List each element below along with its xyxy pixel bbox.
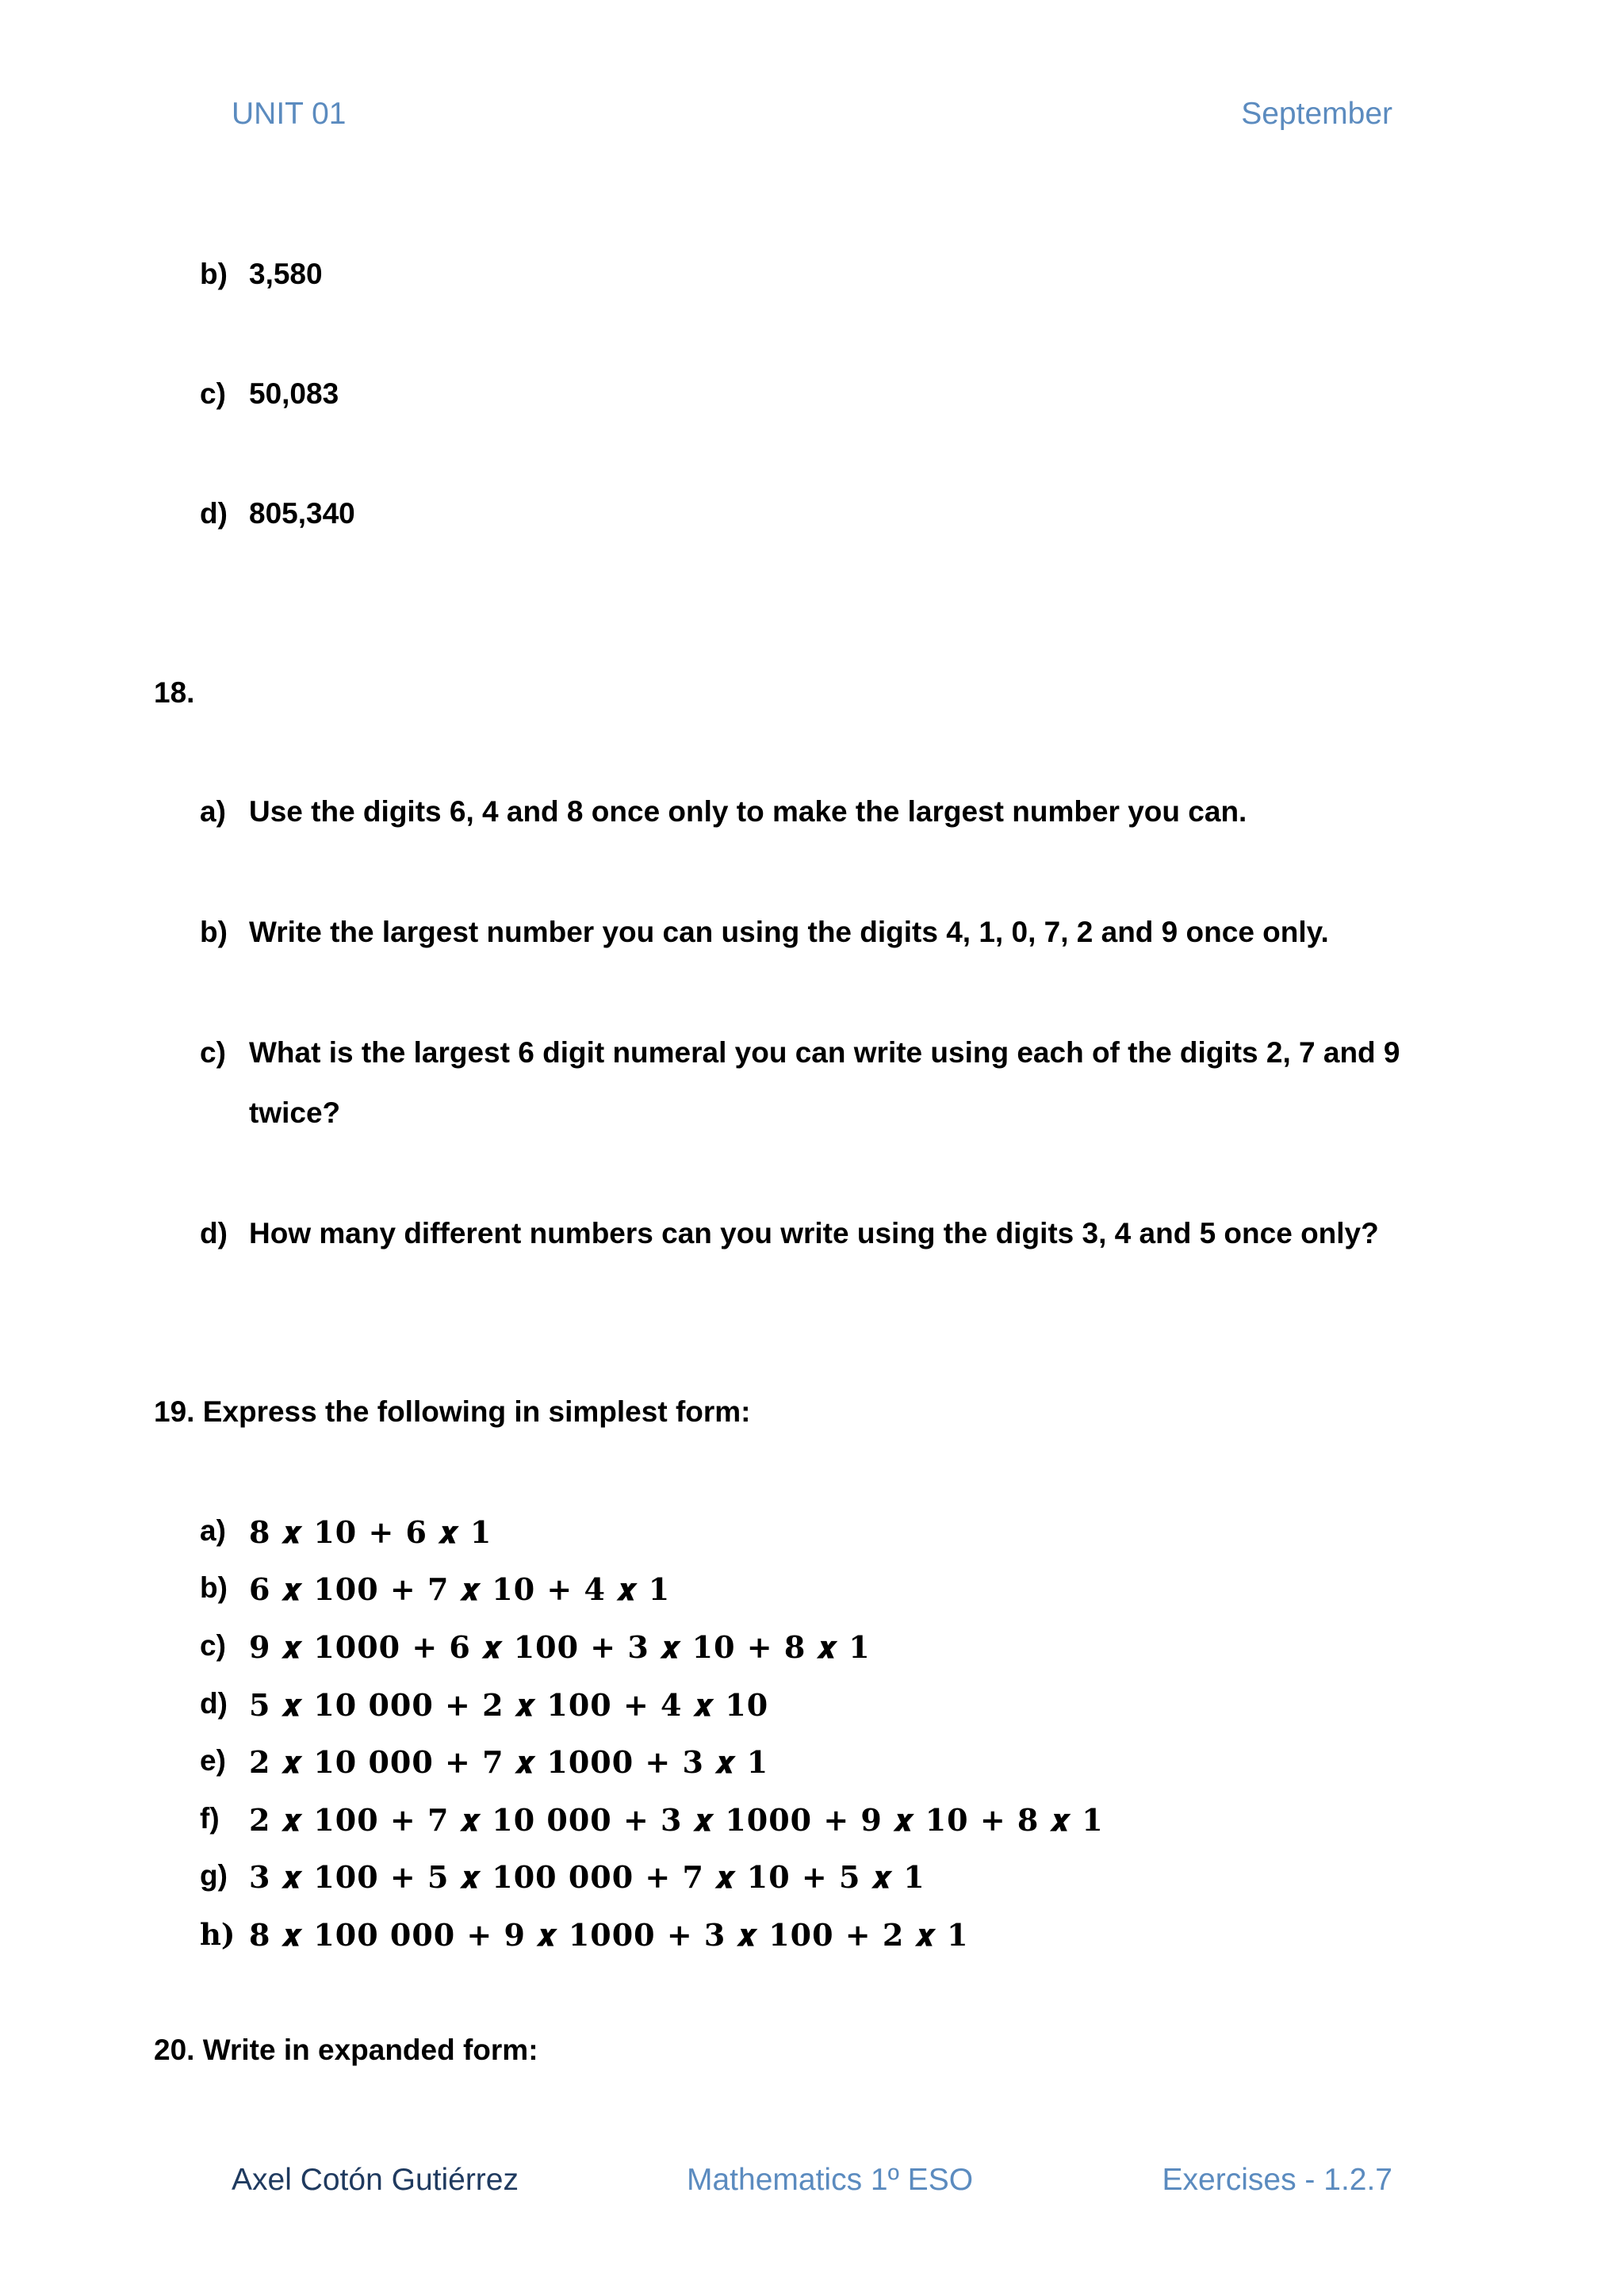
header-unit: UNIT 01	[232, 97, 347, 131]
item-text-continued: twice?	[249, 1096, 341, 1129]
item-label: h)	[200, 1917, 236, 1952]
item-label: c)	[200, 377, 226, 410]
item-expression: 2 𝒙 10 000 + 7 𝒙 1000 + 3 𝒙 1	[249, 1744, 769, 1780]
item-label: c)	[200, 1629, 226, 1662]
footer-course: Mathematics 1º ESO	[687, 2163, 974, 2197]
footer-author: Axel Cotón Gutiérrez	[232, 2163, 519, 2197]
item-expression: 6 𝒙 100 + 7 𝒙 10 + 4 𝒙 1	[249, 1571, 671, 1607]
item-label: b)	[200, 916, 228, 948]
item-text: What is the largest 6 digit numeral you can write using each of the digits 2, 7 and 9	[249, 1036, 1400, 1069]
item-label: g)	[200, 1859, 228, 1892]
question-18-number: 18.	[154, 676, 195, 709]
item-label: a)	[200, 1514, 226, 1547]
item-expression: 8 𝒙 100 000 + 9 𝒙 1000 + 3 𝒙 100 + 2 𝒙 1	[249, 1917, 969, 1953]
question-19-title: 19. Express the following in simplest form:	[154, 1395, 751, 1428]
item-label: b)	[200, 1571, 228, 1604]
item-expression: 5 𝒙 10 000 + 2 𝒙 100 + 4 𝒙 10	[249, 1687, 769, 1723]
item-text: Use the digits 6, 4 and 8 once only to make the largest number you can.	[249, 795, 1247, 828]
item-expression: 2 𝒙 100 + 7 𝒙 10 000 + 3 𝒙 1000 + 9 𝒙 10 + 8 𝒙 1	[249, 1802, 1104, 1838]
item-text: How many different numbers can you write using the digits 3, 4 and 5 once only?	[249, 1217, 1379, 1249]
item-label: d)	[200, 497, 228, 530]
item-label: c)	[200, 1036, 226, 1069]
item-text: 3,580	[249, 258, 323, 290]
item-label: a)	[200, 795, 226, 828]
item-label: d)	[200, 1687, 228, 1720]
question-20-title: 20. Write in expanded form:	[154, 2034, 538, 2066]
item-label: d)	[200, 1217, 228, 1249]
item-label: f)	[200, 1802, 220, 1835]
item-text: 50,083	[249, 377, 339, 410]
item-expression: 8 𝒙 10 + 6 𝒙 1	[249, 1514, 492, 1550]
item-expression: 3 𝒙 100 + 5 𝒙 100 000 + 7 𝒙 10 + 5 𝒙 1	[249, 1859, 925, 1895]
header-month: September	[1241, 97, 1392, 131]
item-text: 805,340	[249, 497, 355, 530]
footer-exercises: Exercises - 1.2.7	[1162, 2163, 1392, 2197]
item-label: b)	[200, 258, 228, 290]
item-label: e)	[200, 1744, 226, 1777]
item-text: Write the largest number you can using the digits 4, 1, 0, 7, 2 and 9 once only.	[249, 916, 1329, 948]
item-expression: 9 𝒙 1000 + 6 𝒙 100 + 3 𝒙 10 + 8 𝒙 1	[249, 1629, 871, 1665]
